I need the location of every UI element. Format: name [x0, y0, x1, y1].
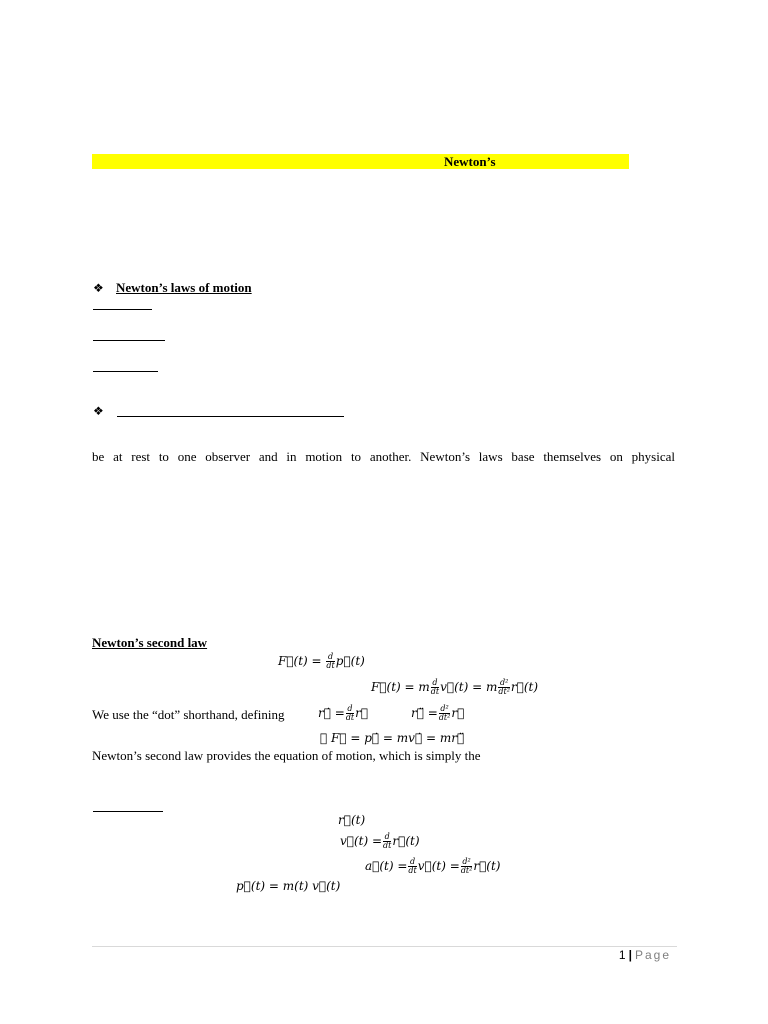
bullet-diamond-icon: ❖	[93, 404, 104, 418]
footer-divider	[92, 946, 677, 947]
section-heading-second-law: Newton’s second law	[92, 635, 208, 650]
equation-velocity: v⃗(t) = $\frac{d}{dt}$ r⃗(t)	[340, 832, 420, 850]
page-footer	[619, 948, 671, 962]
paragraph-equation-of-motion: Newton’s second law provides the equation of motion, which is simply the	[92, 748, 481, 763]
equation-force-acceleration: F⃗(t) = m $\frac{d}{dt}$ v⃗(t) = m $\frac{\text{d²}}{\text{dt²}}$ r⃗(t)	[371, 678, 539, 696]
dot-shorthand-text: We use the “dot” shorthand, defining	[92, 707, 285, 722]
page-number: 1	[618, 948, 626, 962]
title-highlight	[92, 154, 629, 169]
equation-dot-velocity: r⃗̇ = $\frac{d}{dt}$ r⃗	[318, 704, 369, 722]
blank-line	[93, 340, 165, 341]
bullet-diamond-icon: ❖	[93, 281, 104, 295]
blank-line	[93, 309, 152, 310]
section-heading-laws: Newton’s laws of motion	[116, 280, 252, 295]
equation-acceleration: a⃗(t) = $\frac{d}{dt}$ v⃗(t) = $\frac{\text{d²}}{\text{dt²}}$ r⃗(t)	[365, 857, 501, 875]
page-title: Newton’s	[444, 154, 496, 169]
equation-therefore: ∴ F⃗ = p⃗̇ = mv⃗̇ = mr⃗̈	[320, 731, 465, 745]
blank-heading-line	[117, 416, 344, 417]
equation-position: r⃗(t)	[338, 813, 366, 827]
blank-line	[93, 371, 158, 372]
page-label: Page	[634, 948, 671, 962]
equation-dot-acceleration: r⃗̈ = $\frac{\text{d²}}{\text{dt²}}$ r⃗	[411, 704, 465, 722]
paragraph-relative-motion: be at rest to one observer and in motion to another. Newton’s laws base themselves on physical	[92, 449, 675, 464]
blank-line	[93, 811, 163, 812]
equation-force-momentum: F⃗(t) = $\frac{d}{dt}$ p⃗(t)	[278, 652, 365, 670]
equation-momentum: p⃗(t) = m(t) v⃗(t)	[236, 879, 341, 893]
footer-separator: |	[628, 948, 632, 962]
